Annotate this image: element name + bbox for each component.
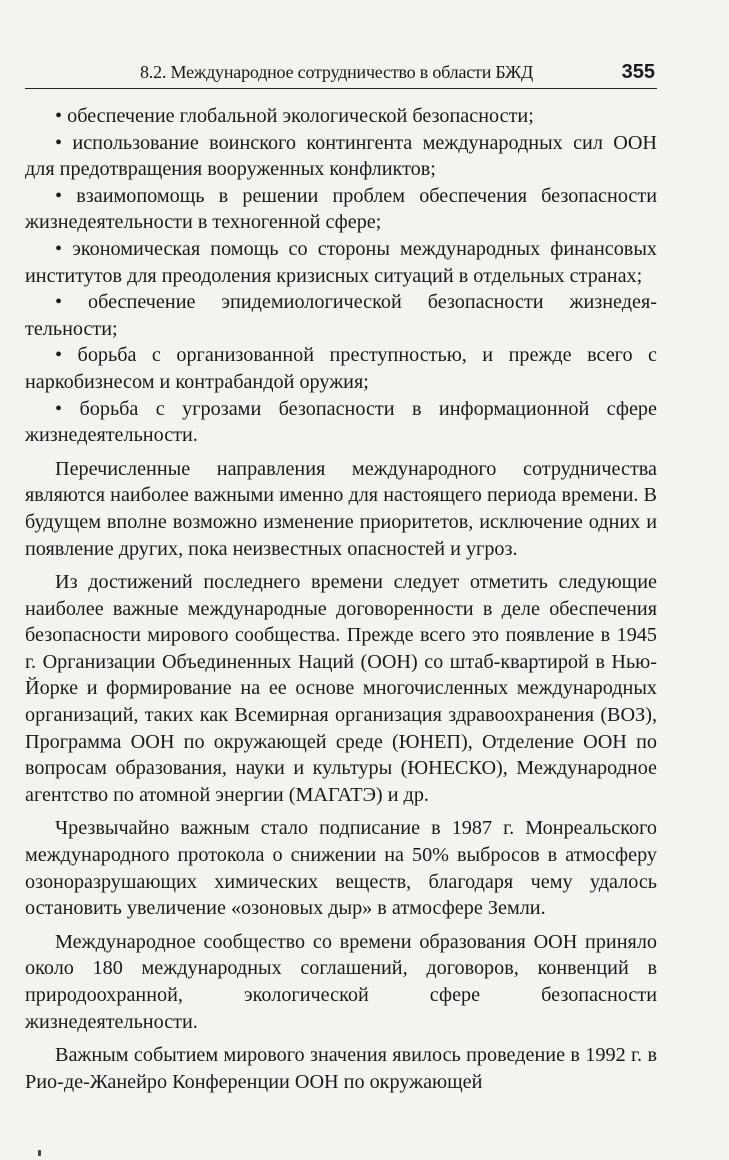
paragraph: Международное сообщество со времени образования ООН приняло около 180 международных соглашений, договоров, конвенций в природоохранной, экологической сфере безопасности жизнедеятельности. [25,930,657,1033]
bullet-item: • использование воинского контингента международных сил ООН для предотвращения вооруженных конфликтов; [25,130,657,183]
bullet-item: • обеспечение эпидемиологической безопасности жизнедеятельности; [25,289,657,342]
paragraph: Из достижений последнего времени следует отметить следующие наиболее важные международные договоренности в деле обеспечения безопасности мирового сообщества. Прежде всего это появление в 1945 г. Организации Объединенных Наций (ООН) со штаб-квартирой в Нью-Йорке и формирование на ее основе многочисленных международных организаций, таких как Всемирная организация здравоохранения (ВОЗ), Программа ООН по окружающей среде (ЮНЕП), Отделение ООН по вопросам образования, науки и культуры (ЮНЕСКО), Международное агентство по атомной энергии (МАГАТЭ) и др. [25,571,657,806]
bullet-item: • экономическая помощь со стороны международных финансовых институтов для преодоления кризисных ситуаций в отдельных странах; [25,236,657,289]
bullet-item: • борьба с организованной преступностью, и прежде всего с наркобизнесом и контрабандой оружия; [25,342,657,395]
bullet-item: • борьба с угрозами безопасности в информационной сфере жизнедеятельности. [25,396,657,449]
page-number: 355 [621,61,655,83]
running-title: 8.2. Международное сотрудничество в области БЖД [140,62,534,82]
bullet-item: • обеспечение глобальной экологической безопасности; [25,103,657,130]
bullet-item: • взаимопомощь в решении проблем обеспечения безопасности жизнедеятельности в техногенной сфере; [25,183,657,236]
paragraph: Чрезвычайно важным стало подписание в 1987 г. Монреальского международного протокола о снижении на 50% выбросов в атмосферу озоноразрушающих химических веществ, благодаря чему удалось остановить увеличение «озоновых дыр» в атмосфере Земли. [25,817,657,920]
paragraph: Важным событием мирового значения явилось проведение в 1992 г. в Рио-де-Жанейро Конференции ООН по окружающей [25,1044,657,1093]
running-header [25,62,657,89]
book-page [25,62,657,1095]
paragraph: Перечисленные направления международного сотрудничества являются наиболее важными именно для настоящего периода времени. В будущем вполне возможно изменение приоритетов, исключение одних и появление других, пока неизвестных опасностей и угроз. [25,457,657,560]
body-text [25,103,657,1095]
scan-speck [38,1150,41,1156]
